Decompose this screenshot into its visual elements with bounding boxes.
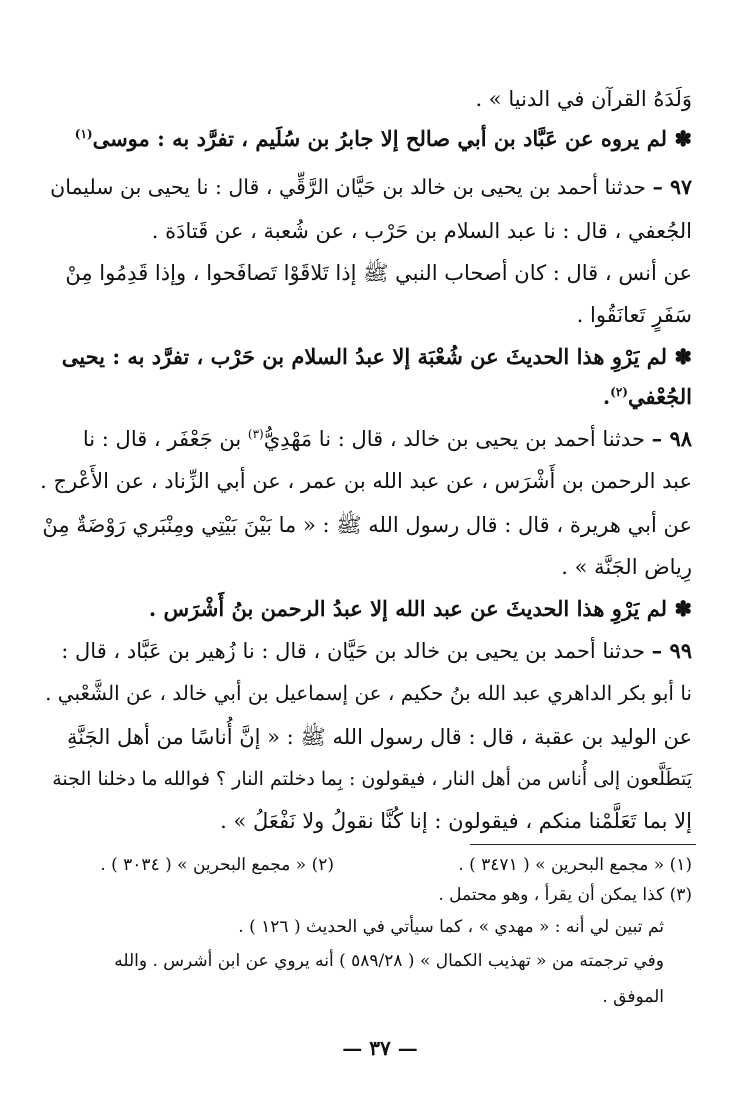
line-text: عن الوليد بن عقبة ، قال : قال رسول الله ﷺ : « إنَّ أُناسًا من أهل الجَنَّةِ [67, 725, 692, 749]
line-text: حدثنا أحمد بن يحيى بن خالد بن حَيَّان ، قال : نا زُهير بن عَبَّاد ، قال : [61, 639, 645, 663]
line-text: عبد الرحمن بن أَشْرَس ، عن عبد الله بن عمر ، عن أبي الزِّناد ، عن الأَعْرج . [40, 469, 692, 493]
footnote-ref-2: (٢) [610, 385, 628, 399]
footnote-3 [438, 882, 692, 908]
line-text: لم يَرْوِ هذا الحديثَ عن شُعْبَة إلا عبدُ السلام بن حَرْب ، تفرَّد به : يحيى [61, 344, 668, 369]
text-line-18 [220, 806, 692, 836]
footnote-divider [470, 844, 696, 845]
hadith-number-99: ٩٩ – [651, 638, 692, 663]
line-text: يَتطَلَّعون إلى أُناس من أهل النار ، فيقولون : بِما دخلتم النار ؟ فوالله ما دخلنا الجنة [52, 768, 692, 790]
footnote-3-cont-3 [602, 984, 664, 1010]
text-line-12 [561, 552, 692, 582]
text-line-17 [52, 764, 692, 794]
star-icon: ✽ [674, 344, 692, 369]
line-text: رِياض الجَنَّة » . [561, 555, 692, 579]
hadith-98-matn [42, 510, 692, 540]
line-text: نا أبو بكر الداهري عبد الله بنُ حكيم ، عن إسماعيل بن أبي خالد ، عن الشَّعْبي . [45, 681, 692, 705]
hadith-97-isnad [50, 172, 692, 202]
footnote-text: (١) « مجمع البحرين » ( ٣٤٧١ ) . [458, 855, 692, 875]
line-text: الجُعْفي [627, 384, 692, 409]
period: . [602, 384, 611, 409]
hadith-number-97: ٩٧ – [652, 175, 692, 199]
footnote-1 [458, 852, 692, 878]
line-text: حدثنا أحمد بن يحيى بن خالد بن حَيَّان الرَّقِّي ، قال : نا يحيى بن سليمان [50, 175, 647, 199]
text-line-10 [40, 466, 692, 496]
hadith-98-comment [149, 594, 692, 624]
line-text: حدثنا أحمد بن يحيى بن خالد ، قال : نا مَهْدِيُّ [263, 427, 645, 451]
line-text: عن أنس ، قال : كان أصحاب النبي ﷺ إذا تَلاقَوْا تَصافَحوا ، وإذا قَدِمُوا مِنْ [65, 261, 692, 285]
line-text: الجُعفي ، قال : نا عبد السلام بن حَرْب ، عن شُعبة ، عن قَتادَة . [151, 219, 692, 243]
line-text: وَلَدَهُ القرآن في الدنيا » . [475, 87, 692, 111]
line-text: عن أبي هريرة ، قال : قال رسول الله ﷺ : « ما بَيْنَ بَيْتِي ومِنْبَري رَوْضَةٌ مِنْ [42, 513, 692, 537]
footnote-3-cont-2 [114, 948, 664, 974]
page-number: — ٣٧ — [342, 1036, 418, 1060]
star-icon: ✽ [674, 596, 692, 621]
star-icon: ✽ [674, 126, 692, 151]
hadith-97-matn [65, 258, 692, 288]
text-line-6 [577, 300, 692, 330]
line-text: إلا بما تَعَلَّمْنا منكم ، فيقولون : إنا كُنَّا نقولُ ولا نَفْعَلُ » . [220, 809, 692, 833]
text-line-4 [152, 216, 692, 246]
footnote-2 [100, 852, 334, 878]
footnote-ref-3: (٣) [247, 427, 264, 441]
hadith-number-98: ٩٨ – [651, 426, 692, 451]
footnote-text: (٣) كذا يمكن أن يقرأ ، وهو محتمل . [438, 885, 692, 905]
line-text: لم يَرْوِ هذا الحديثَ عن عبد الله إلا عبدُ الرحمن بنُ أَشْرَس . [148, 596, 668, 621]
line-text: لم يروه عن عَبَّاد بن أبي صالح إلا جابرُ بن سُلَيم ، تفرَّد به : موسى [92, 126, 668, 151]
hadith-97-comment [62, 342, 692, 372]
footnote-text: ثم تبين لي أنه : « مهدي » ، كما سيأتي في الحديث ( ١٢٦ ) . [238, 917, 664, 937]
text-line-1 [475, 84, 692, 114]
text-line-15 [45, 678, 692, 708]
hadith-99-isnad [61, 636, 692, 666]
hadith-99-matn [67, 722, 692, 752]
hadith-98-isnad [83, 424, 692, 454]
line-text: بن جَعْفَر ، قال : نا [82, 427, 242, 451]
footnote-3-cont-1 [238, 914, 664, 940]
hadith-comment-heading [75, 124, 692, 154]
footnote-text: (٢) « مجمع البحرين » ( ٣٠٣٤ ) . [100, 855, 334, 875]
text-line-8 [603, 382, 692, 412]
footnote-ref-1: (١) [74, 127, 93, 141]
footnote-text: وفي ترجمته من « تهذيب الكمال » ( ٥٨٩/٢٨ ) أنه يروي عن ابن أشرس . والله [114, 951, 664, 971]
footnote-text: الموفق . [602, 987, 664, 1007]
line-text: سَفَرٍ تَعانَقُوا . [576, 303, 692, 327]
